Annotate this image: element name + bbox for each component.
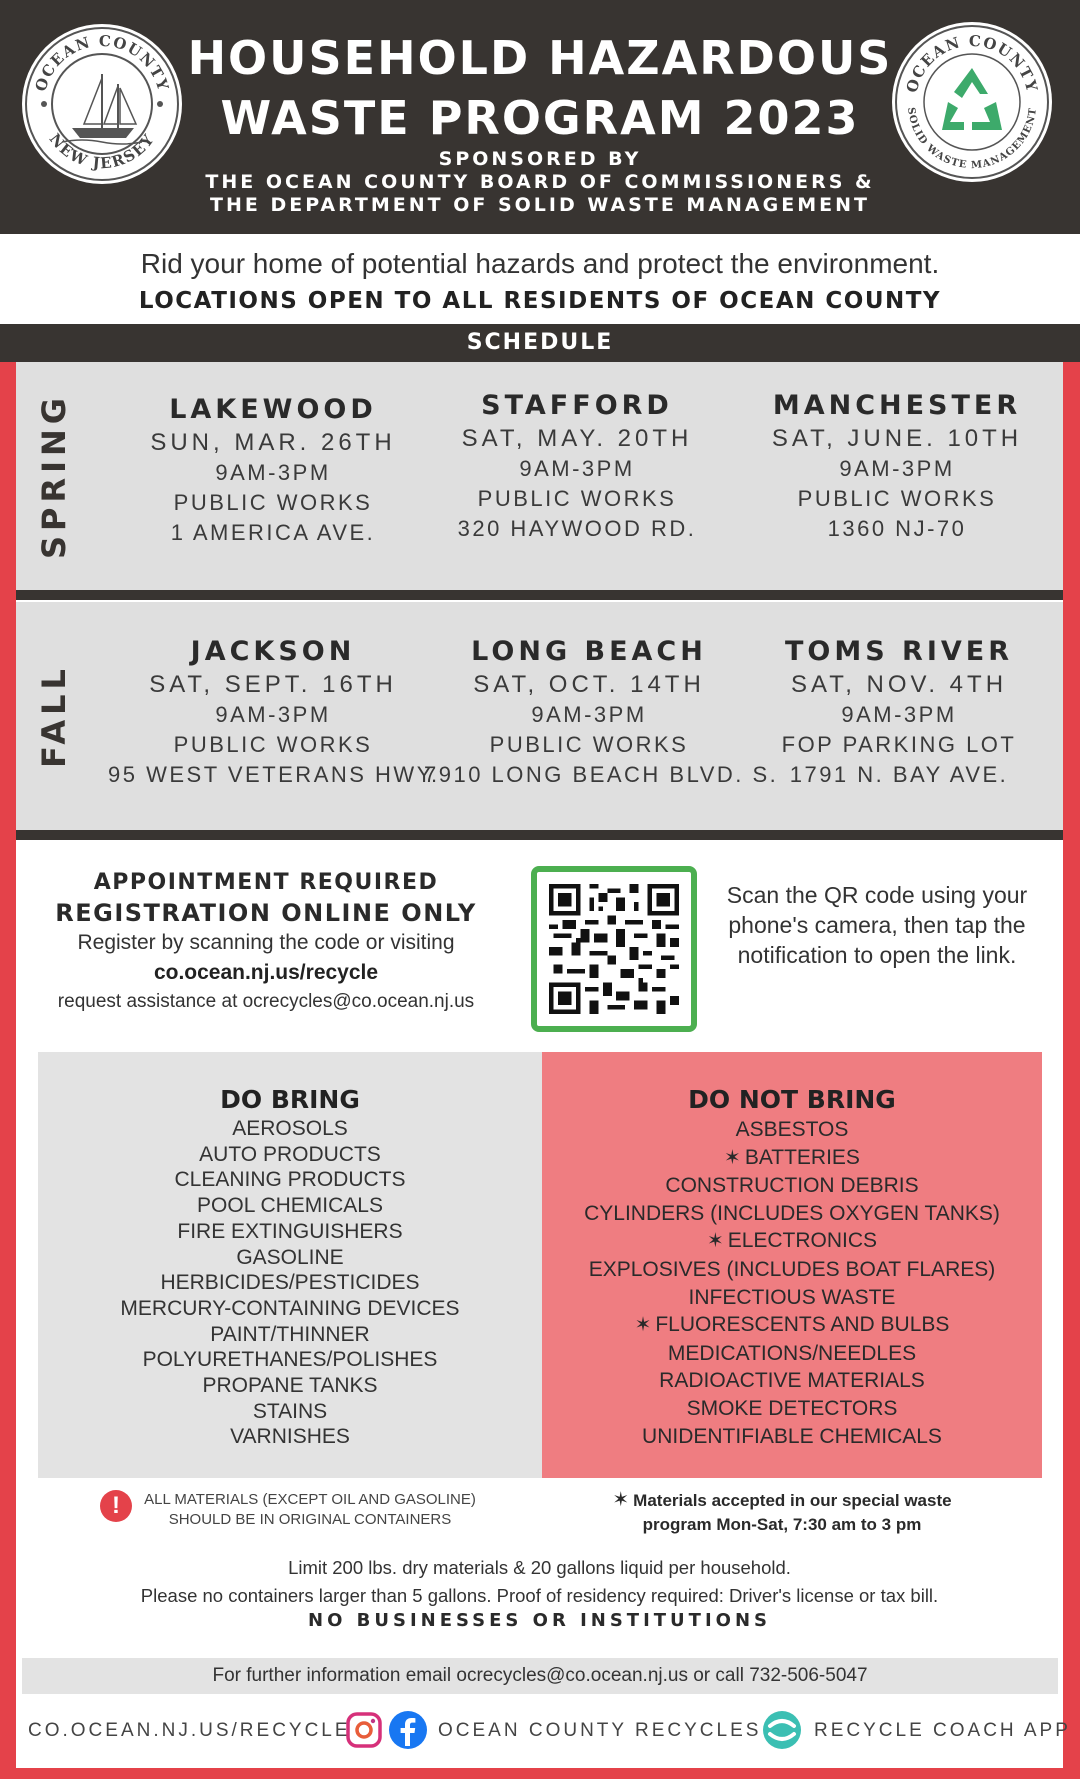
- event-venue: PUBLIC WORKS: [477, 486, 677, 511]
- event-venue: PUBLIC WORKS: [173, 732, 373, 757]
- do-bring-list: [38, 1116, 542, 1450]
- warning-icon: !: [100, 1490, 132, 1522]
- do-not-bring-title: DO NOT BRING: [688, 1085, 896, 1114]
- do-not-bring-item: [542, 1367, 1042, 1395]
- do-not-bring-item-text: FLUORESCENTS AND BULBS: [655, 1313, 950, 1337]
- event-toms-river: [734, 634, 1064, 790]
- event-city: TOMS RIVER: [784, 636, 1014, 667]
- do-bring-item: POLYURETHANES/POLISHES: [142, 1348, 438, 1372]
- solid-waste-management-seal-icon: [892, 22, 1052, 182]
- registration-online-only: REGISTRATION ONLINE ONLY: [55, 899, 477, 927]
- do-not-bring-item-text: INFECTIOUS WASTE: [688, 1285, 896, 1309]
- event-jackson: [108, 634, 438, 790]
- weight-limit: Limit 200 lbs. dry materials & 20 gallons liquid per household.: [288, 1557, 791, 1578]
- do-not-bring-item: [542, 1340, 1042, 1368]
- spring-label: SPRING: [35, 392, 73, 560]
- do-not-bring-item: [542, 1256, 1042, 1284]
- sponsor-block: [170, 148, 910, 217]
- do-bring-item: HERBICIDES/PESTICIDES: [160, 1271, 420, 1295]
- do-bring-panel: [38, 1052, 542, 1478]
- event-address: 95 WEST VETERANS HWY.: [108, 762, 440, 787]
- event-time: 9AM-3PM: [215, 702, 331, 727]
- do-not-bring-item: [542, 1395, 1042, 1423]
- original-containers-note: [130, 1490, 490, 1530]
- qr-code-icon: [549, 884, 679, 1014]
- registration-qr-code[interactable]: [531, 866, 697, 1032]
- do-not-bring-item: [542, 1227, 1042, 1256]
- spring-schedule-panel: [16, 362, 1063, 590]
- do-not-bring-item: [542, 1311, 1042, 1340]
- do-not-bring-item: [542, 1284, 1042, 1312]
- footer: [16, 1708, 1071, 1754]
- facebook-icon[interactable]: [388, 1710, 428, 1750]
- seal-right-bottom-text: SOLID WASTE MANAGEMENT: [904, 106, 1040, 172]
- do-bring-item: AUTO PRODUCTS: [199, 1142, 381, 1166]
- event-date: SAT, MAY. 20TH: [461, 425, 693, 452]
- star-icon: ✶: [706, 1230, 724, 1253]
- event-address: 1360 NJ-70: [827, 516, 967, 541]
- appointment-required: APPOINTMENT REQUIRED: [93, 870, 439, 895]
- do-bring-title: DO BRING: [220, 1085, 360, 1114]
- red-frame-bottom: [0, 1768, 1080, 1779]
- do-bring-item: POOL CHEMICALS: [197, 1194, 383, 1218]
- event-address: 320 HAYWOOD RD.: [457, 516, 697, 541]
- do-not-bring-item: [542, 1423, 1042, 1451]
- sponsored-by-label: SPONSORED BY: [438, 148, 642, 170]
- assistance-email[interactable]: request assistance at ocrecycles@co.ocean.nj.us: [57, 991, 475, 1012]
- event-city: STAFFORD: [481, 390, 673, 421]
- do-not-bring-item-text: UNIDENTIFIABLE CHEMICALS: [642, 1424, 942, 1448]
- tagline: Rid your home of potential hazards and protect the environment.: [140, 248, 940, 279]
- footer-app-name[interactable]: RECYCLE COACH APP: [814, 1720, 1071, 1741]
- no-businesses-notice: NO BUSINESSES OR INSTITUTIONS: [308, 1610, 771, 1631]
- event-venue: FOP PARKING LOT: [781, 732, 1017, 757]
- seal-left-bottom-text: NEW JERSEY: [45, 129, 159, 173]
- limits-block: [16, 1554, 1063, 1610]
- do-not-bring-item: [542, 1172, 1042, 1200]
- footer-social-handle[interactable]: OCEAN COUNTY RECYCLES: [438, 1720, 762, 1741]
- event-address: 1791 N. BAY AVE.: [789, 762, 1009, 787]
- title-line-1: HOUSEHOLD HAZARDOUS: [187, 31, 893, 85]
- do-not-bring-item-text: CONSTRUCTION DEBRIS: [665, 1174, 919, 1198]
- do-not-bring-item: [542, 1144, 1042, 1173]
- instagram-icon[interactable]: [344, 1710, 384, 1750]
- event-time: 9AM-3PM: [519, 456, 635, 481]
- do-not-bring-item: [542, 1116, 1042, 1144]
- event-address: 7910 LONG BEACH BLVD. S.: [424, 762, 779, 787]
- season-divider: [16, 590, 1063, 600]
- containers-note-line-2: SHOULD BE IN ORIGINAL CONTAINERS: [168, 1511, 452, 1528]
- register-instructions: Register by scanning the code or visiting: [77, 931, 455, 954]
- do-bring-item: GASOLINE: [236, 1245, 344, 1269]
- event-time: 9AM-3PM: [215, 460, 331, 485]
- do-bring-item: PAINT/THINNER: [210, 1322, 370, 1346]
- event-venue: PUBLIC WORKS: [489, 732, 689, 757]
- locations-heading: LOCATIONS OPEN TO ALL RESIDENTS OF OCEAN COUNTY: [138, 288, 942, 314]
- event-venue: PUBLIC WORKS: [797, 486, 997, 511]
- do-bring-item: STAINS: [252, 1399, 328, 1423]
- sponsor-line-1: THE OCEAN COUNTY BOARD OF COMMISSIONERS &: [205, 171, 875, 193]
- schedule-heading: SCHEDULE: [0, 324, 1080, 362]
- seal-right-top-text: OCEAN COUNTY: [902, 31, 1042, 95]
- event-date: SAT, SEPT. 16TH: [149, 671, 397, 698]
- event-city: LAKEWOOD: [169, 394, 377, 425]
- do-bring-item: CLEANING PRODUCTS: [174, 1168, 406, 1192]
- event-lakewood: [108, 392, 438, 548]
- registration-block: [16, 868, 516, 1016]
- event-stafford: [412, 388, 742, 544]
- do-not-bring-item-text: SMOKE DETECTORS: [686, 1396, 898, 1420]
- event-address: 1 AMERICA AVE.: [170, 520, 376, 545]
- registration-url[interactable]: co.ocean.nj.us/recycle: [153, 961, 379, 984]
- event-time: 9AM-3PM: [531, 702, 647, 727]
- event-date: SUN, MAR. 26TH: [150, 429, 396, 456]
- star-icon: ✶: [612, 1489, 630, 1511]
- do-not-bring-item-text: ELECTRONICS: [727, 1229, 878, 1253]
- season-divider: [16, 830, 1063, 840]
- do-bring-item: FIRE EXTINGUISHERS: [177, 1219, 403, 1243]
- event-city: LONG BEACH: [471, 636, 707, 667]
- fall-schedule-panel: [16, 602, 1063, 830]
- do-not-bring-panel: [542, 1052, 1042, 1478]
- scan-instructions: Scan the QR code using your phone's camera, then tap the notification to open the link.: [726, 882, 1028, 968]
- seal-left-top-text: OCEAN COUNTY: [31, 31, 173, 94]
- do-bring-item: VARNISHES: [230, 1425, 350, 1449]
- containers-note-line-1: ALL MATERIALS (EXCEPT OIL AND GASOLINE): [144, 1491, 476, 1508]
- do-not-bring-item-text: RADIOACTIVE MATERIALS: [659, 1369, 925, 1393]
- do-not-bring-item-text: EXPLOSIVES (INCLUDES BOAT FLARES): [588, 1257, 996, 1281]
- ocean-county-seal-icon: [22, 24, 182, 184]
- do-not-bring-item-text: CYLINDERS (INCLUDES OXYGEN TANKS): [584, 1201, 1000, 1225]
- event-venue: PUBLIC WORKS: [173, 490, 373, 515]
- event-city: MANCHESTER: [772, 390, 1022, 421]
- event-date: SAT, NOV. 4TH: [790, 671, 1008, 698]
- special-note-line-1: Materials accepted in our special waste: [633, 1491, 952, 1510]
- do-not-bring-list: [542, 1116, 1042, 1450]
- do-not-bring-item-text: BATTERIES: [744, 1145, 860, 1169]
- fall-label: FALL: [35, 664, 73, 768]
- red-frame-left: [0, 362, 16, 1779]
- event-long-beach: [424, 634, 779, 790]
- footer-website-link[interactable]: CO.OCEAN.NJ.US/RECYCLE: [28, 1720, 351, 1741]
- special-program-note: [552, 1488, 1012, 1537]
- event-time: 9AM-3PM: [839, 456, 955, 481]
- do-not-bring-item-text: ASBESTOS: [735, 1118, 849, 1141]
- red-frame-right: [1063, 362, 1080, 1779]
- event-date: SAT, JUNE. 10TH: [771, 425, 1023, 452]
- event-city: JACKSON: [190, 636, 356, 667]
- title-line-2: WASTE PROGRAM 2023: [220, 91, 860, 145]
- do-bring-item: AEROSOLS: [232, 1117, 348, 1140]
- event-manchester: [732, 388, 1062, 544]
- recycle-coach-icon[interactable]: [762, 1710, 802, 1750]
- event-time: 9AM-3PM: [841, 702, 957, 727]
- event-date: SAT, OCT. 14TH: [473, 671, 705, 698]
- special-note-line-2: program Mon-Sat, 7:30 am to 3 pm: [642, 1515, 922, 1534]
- do-not-bring-item-text: MEDICATIONS/NEEDLES: [667, 1341, 917, 1365]
- do-bring-item: MERCURY-CONTAINING DEVICES: [120, 1296, 460, 1320]
- program-title: [180, 28, 900, 148]
- sponsor-line-2: THE DEPARTMENT OF SOLID WASTE MANAGEMENT: [210, 194, 870, 216]
- header-banner: [0, 0, 1080, 234]
- star-icon: ✶: [724, 1146, 741, 1169]
- star-icon: ✶: [634, 1314, 652, 1337]
- container-limit: Please no containers larger than 5 gallons. Proof of residency required: Driver's license or tax bill.: [140, 1585, 939, 1606]
- do-not-bring-item: [542, 1200, 1042, 1228]
- do-bring-item: PROPANE TANKS: [202, 1374, 378, 1398]
- further-info-bar: For further information email ocrecycles@co.ocean.nj.us or call 732-506-5047: [22, 1658, 1058, 1694]
